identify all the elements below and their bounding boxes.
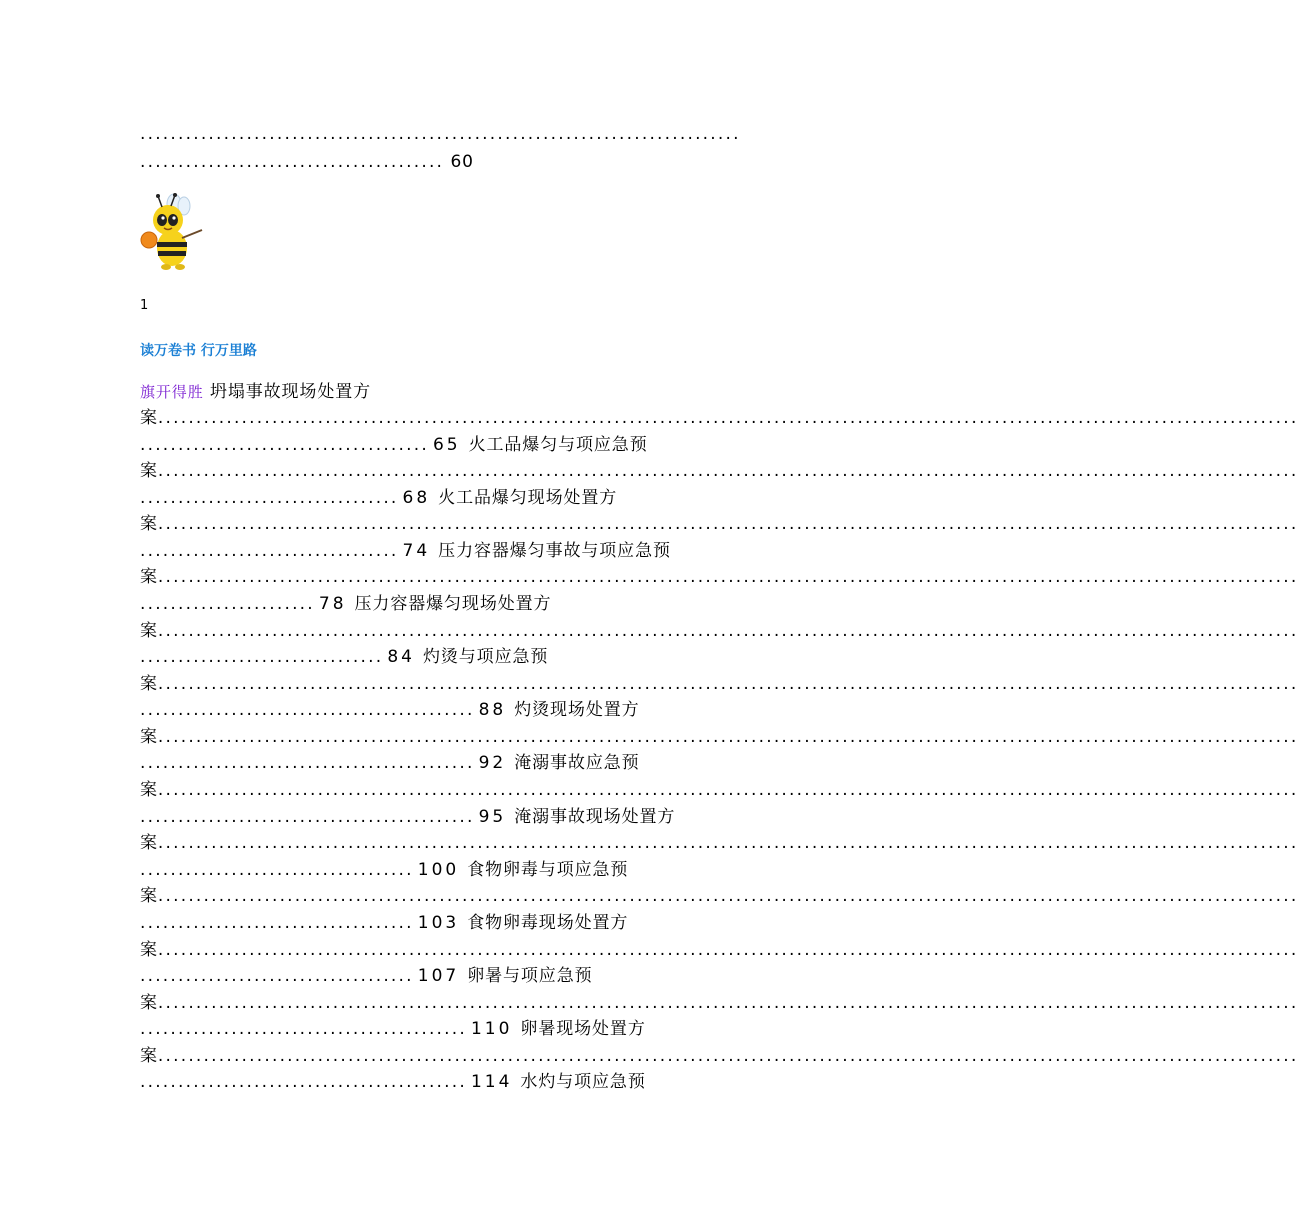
toc-page-number: 114 [470, 1072, 513, 1093]
toc-leader-line: ............................................................................... [140, 124, 741, 144]
toc-heading [140, 380, 810, 404]
toc-entry-title: 淹溺事故应急预 [514, 753, 640, 774]
toc-entry-prefix: 案 [140, 726, 158, 747]
toc-page-number: 95 [478, 806, 507, 827]
toc-leader-line [140, 150, 810, 174]
toc-leader-dots: ...................................................................................................................................................... [157, 1045, 1298, 1066]
toc-entry-line [140, 751, 810, 775]
toc-entry-line [140, 512, 1298, 536]
toc-entry-title: 食物卵毒现场处置方 [467, 912, 629, 933]
toc-entry-line [140, 459, 1298, 483]
toc-entry-prefix: 案 [140, 886, 158, 907]
page-number: 1 [140, 298, 149, 313]
toc-page-number: 92 [478, 753, 507, 774]
toc-entry-line [140, 884, 1298, 908]
toc-entry-prefix: 案 [140, 673, 158, 694]
toc-entry-prefix: 案 [140, 408, 158, 428]
toc-entry-title: 灼烫与项应急预 [422, 647, 549, 668]
toc-entry-title: 火工品爆匀现场处置方 [438, 487, 618, 508]
toc-leader-dots: ...................................................................................................................................................... [157, 673, 1298, 694]
toc-leader-dots: ........................................ [140, 152, 445, 172]
toc-entry-prefix: 案 [140, 567, 158, 588]
toc-leader-dots: ....................... [140, 593, 315, 614]
toc-page-number: 103 [417, 912, 460, 933]
toc-entry-line [140, 619, 1298, 643]
toc-page-number: 88 [478, 700, 507, 721]
toc-leader-dots: ........................................... [140, 1019, 467, 1040]
toc-leader-dots: ...................................................................................................................................................... [157, 620, 1298, 641]
toc-entry-line [140, 831, 1298, 855]
toc-leader-dots: ...................................................................................................................................................... [157, 939, 1298, 960]
toc-leader-dots: ...................................................................................................................................................... [157, 886, 1298, 907]
toc-leader-dots: ...................................................................................................................................................... [157, 992, 1298, 1013]
toc-page-number: 74 [402, 540, 431, 561]
toc-leader-dots: .................................. [140, 487, 399, 508]
toc-entry-line [140, 698, 810, 722]
toc-entry-line [140, 725, 1298, 749]
accent-text: 旗开得胜 [140, 383, 204, 401]
toc-leader-dots: ...................................................................................................................................................... [157, 780, 1298, 801]
toc-leader-dots: ............................................ [140, 806, 475, 827]
toc-leader-dots: ...................................................................................................................................................... [157, 726, 1298, 747]
toc-entry-line [140, 938, 1298, 962]
toc-entry-prefix: 案 [140, 833, 158, 854]
toc-page-number: 100 [417, 859, 460, 880]
toc-leader-dots: ...................................... [140, 434, 429, 455]
toc-entry-prefix: 案 [140, 992, 158, 1013]
toc-leader-dots: ...................................................................................................................................................... [157, 461, 1298, 482]
toc-entry-line [140, 964, 810, 988]
toc-entry-title: 坍塌事故现场处置方 [209, 382, 372, 402]
toc-entry-title: 压力容器爆匀事故与项应急预 [438, 540, 671, 561]
toc-entry-line [140, 911, 810, 935]
toc-leader-dots: .................................... [140, 966, 414, 986]
toc-page-number: 60 [450, 152, 474, 172]
toc-entry-title: 淹溺事故现场处置方 [514, 806, 676, 827]
toc-entry-prefix: 案 [140, 780, 158, 801]
toc-entry-line [140, 565, 1298, 589]
toc-entry-title: 压力容器爆匀现场处置方 [354, 593, 552, 614]
toc-leader-dots: .................................. [140, 540, 399, 561]
toc-entry-line [140, 858, 810, 882]
toc-entry-line [140, 672, 1298, 696]
motto-text: 读万卷书 行万里路 [140, 343, 257, 359]
toc-entry-line [140, 486, 810, 510]
toc-entry-title: 灼烫现场处置方 [514, 700, 640, 721]
toc-entry-prefix: 案 [140, 514, 158, 535]
toc-leader-dots: ...................................................................................................................................................... [157, 567, 1298, 588]
toc-entry-prefix: 案 [140, 620, 158, 641]
toc-leader-dots: ............................................ [140, 753, 475, 774]
toc-page-number: 65 [432, 434, 461, 455]
toc-leader-dots: .................................... [140, 912, 414, 933]
toc-entry-title: 卵暑与项应急预 [467, 966, 593, 986]
toc-leader-dots: ...................................................................................................................................................... [157, 408, 1298, 428]
toc-entry-prefix: 案 [140, 461, 158, 482]
toc-entry-line [140, 778, 1298, 802]
toc-leader-dots: .................................... [140, 859, 414, 880]
bee-mascot-icon [138, 190, 206, 274]
toc-entry-line [140, 539, 810, 563]
toc-entry-line [140, 433, 810, 457]
toc-leader-dots: ...................................................................................................................................................... [157, 833, 1298, 854]
toc-page-number: 110 [470, 1019, 513, 1040]
toc-page-number: 68 [402, 487, 431, 508]
toc-entry-line [140, 991, 1298, 1015]
toc-page-number: 84 [387, 647, 415, 668]
toc-page-number: 107 [417, 966, 460, 986]
toc-leader-dots: ............................................ [140, 700, 475, 721]
toc-entry-title: 火工品爆匀与项应急预 [468, 434, 648, 455]
toc-page-number: 78 [318, 593, 347, 614]
toc-entry-line [140, 1044, 1298, 1068]
toc-leader-dots: ........................................... [140, 1072, 467, 1093]
toc-entry-prefix: 案 [140, 1045, 158, 1066]
toc-leader-dots: ................................ [140, 647, 384, 668]
toc-entry-title: 卵暑现场处置方 [520, 1019, 646, 1040]
toc-leader-dots: ...................................................................................................................................................... [157, 514, 1298, 535]
toc-entry-line [140, 1070, 810, 1094]
toc-entry-title: 水灼与项应急预 [520, 1072, 646, 1093]
toc-entry-line [140, 645, 810, 669]
toc-entry-title: 食物卵毒与项应急预 [467, 859, 629, 880]
toc-entry-line [140, 592, 810, 616]
toc-entry-line [140, 406, 1298, 430]
toc-entry-line [140, 1017, 810, 1041]
toc-entry-line [140, 805, 810, 829]
toc-entry-prefix: 案 [140, 939, 158, 960]
